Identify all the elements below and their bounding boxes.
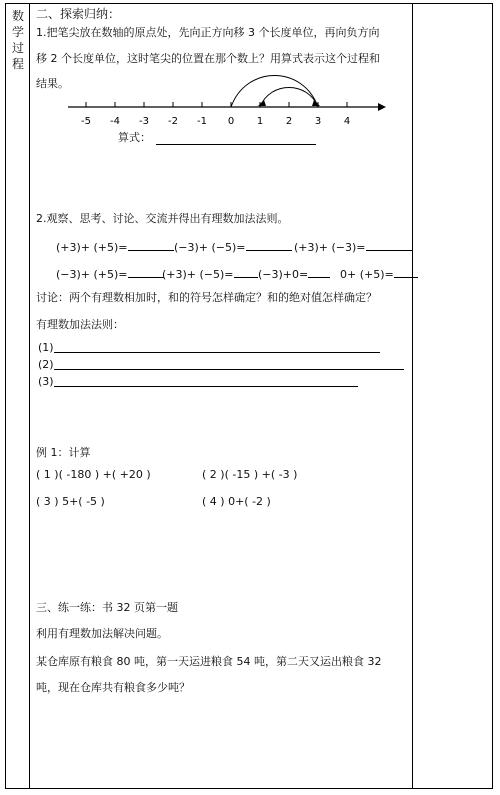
rule-3-label: (3) [38, 375, 54, 388]
example-title: 例 1：计算 [36, 446, 91, 459]
problem2-text: 2.观察、思考、讨论、交流并得出有理数加法法则。 [36, 212, 289, 225]
rule-3-line[interactable] [54, 386, 358, 387]
tick-label: 2 [285, 116, 293, 127]
tick-label: 3 [314, 116, 322, 127]
problem1-line1: 1.把笔尖放在数轴的原点处，先向正方向移 3 个长度单位，再向负方向 [36, 26, 380, 39]
formula-label: 算式： [118, 131, 151, 144]
eq-2: (−3)+ (−5)= [174, 238, 292, 255]
eq-4-blank[interactable] [128, 265, 164, 278]
problem1-line3: 结果。 [36, 77, 69, 90]
tick-label: -5 [81, 116, 91, 127]
example-q1: ( 1 )( -180 ) +( +20 ) [36, 468, 151, 481]
rule-title: 有理数加法法则： [36, 318, 124, 331]
eq-7: 0+ (+5)= [340, 265, 418, 282]
eq-2-blank[interactable] [246, 238, 292, 251]
eq-6-blank[interactable] [308, 265, 330, 278]
eq-4: (−3)+ (+5)= [56, 265, 164, 282]
section2-heading: 二、探索归纳： [36, 7, 121, 21]
rule-2-label: (2) [38, 358, 54, 371]
left-column [6, 4, 30, 788]
rule-2-line[interactable] [54, 369, 404, 370]
eq-5: (+3)+ (−5)= [162, 265, 258, 282]
section3-line3: 吨，现在仓库共有粮食多少吨？ [36, 681, 190, 694]
number-line [60, 70, 390, 130]
tick-label: -4 [110, 116, 120, 127]
section3-line2: 某仓库原有粮食 80 吨，第一天运进粮食 54 吨，第二天又运出粮食 32 [36, 655, 382, 668]
rule-1-line[interactable] [54, 352, 380, 353]
section-label: 数 学 过 程 [11, 9, 24, 71]
eq-1-blank[interactable] [128, 238, 174, 251]
axis-arrow-icon [378, 103, 386, 111]
tick-label: -2 [168, 116, 178, 127]
formula-answer-line[interactable] [156, 144, 316, 145]
section3-line1: 利用有理数加法解决问题。 [36, 627, 168, 640]
tick-label: 1 [256, 116, 264, 127]
problem1-line2: 移 2 个长度单位，这时笔尖的位置在那个数上？用算式表示这个过程和 [36, 52, 380, 65]
example-q3: ( 3 ) 5+( -5 ) [36, 495, 105, 508]
section3-heading: 三、练一练：书 32 页第一题 [36, 601, 178, 614]
example-q4: ( 4 ) 0+( -2 ) [202, 495, 271, 508]
tick-label: 0 [227, 116, 235, 127]
tick-label: -1 [197, 116, 207, 127]
eq-7-blank[interactable] [394, 265, 418, 278]
example-q2: ( 2 )( -15 ) +( -3 ) [202, 468, 298, 481]
eq-3-blank[interactable] [366, 238, 412, 251]
tick-label: -3 [139, 116, 149, 127]
backward-arrow-icon [258, 100, 266, 106]
notes-column [412, 4, 492, 788]
discussion-text: 讨论：两个有理数相加时，和的符号怎样确定？和的绝对值怎样确定？ [36, 291, 377, 304]
rule-1-label: (1) [38, 341, 54, 354]
tick-label: 4 [343, 116, 351, 127]
eq-5-blank[interactable] [234, 265, 258, 278]
eq-6: (−3)+0= [258, 265, 330, 282]
eq-3: (+3)+ (−3)= [294, 238, 412, 255]
eq-1: (+3)+ (+5)= [56, 238, 174, 255]
